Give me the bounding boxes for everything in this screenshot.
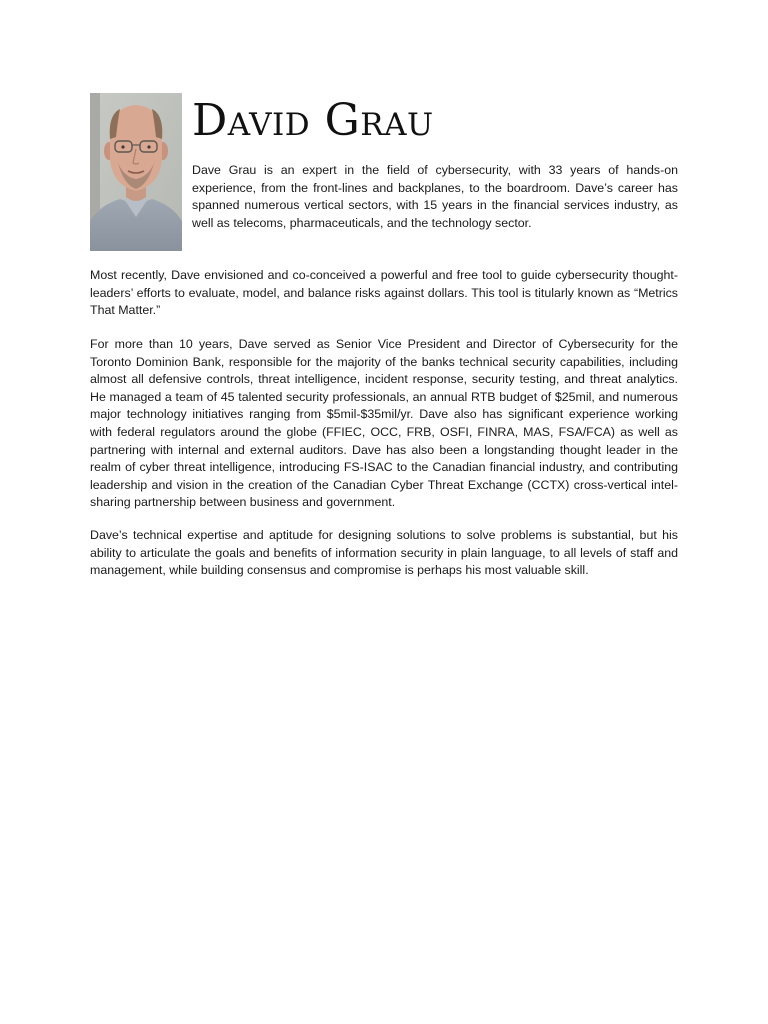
- profile-photo: [90, 93, 182, 251]
- portrait-image: [90, 93, 182, 251]
- page-title: David Grau: [192, 95, 434, 146]
- bio-paragraph-experience: For more than 10 years, Dave served as Senior Vice President and Director of Cybersecurity for the Toronto Dominion Bank, responsible for the majority of the banks technical security capabilities, including almost all defensive controls, threat intelligence, incident response, security testing, and threat analytics. He managed a team of 45 talented security professionals, an annual RTB budget of $25mil, and numerous major technology initiatives ranging from $5mil-$35mil/yr. Dave also has significant experience working with federal regulators around the globe (FFIEC, OCC, FRB, OSFI, FINRA, MAS, FSA/FCA) as well as partnering with internal and external auditors. Dave has also been a longstanding thought leader in the realm of cyber threat intelligence, introducing FS-ISAC to the Canadian financial industry, and contributing leadership and vision in the creation of the Canadian Cyber Threat Exchange (CCTX) cross-vertical intel-sharing partnership between business and government.: [90, 337, 678, 510]
- bio-paragraph-recent: Most recently, Dave envisioned and co-conceived a powerful and free tool to guide cybersecurity thought-leaders’ efforts to evaluate, model, and balance risks against dollars. This tool is titularly known as “Metrics That Matter.”: [90, 268, 678, 318]
- intro-paragraph: Dave Grau is an expert in the field of cybersecurity, with 33 years of hands-on experience, from the front-lines and backplanes, to the boardroom. Dave’s career has spanned numerous vertical sectors, with 15 years in the financial services industry, as well as telecoms, pharmaceuticals, and the technology sector.: [192, 163, 678, 230]
- bio-paragraph-skills: Dave’s technical expertise and aptitude for designing solutions to solve problems is substantial, but his ability to articulate the goals and benefits of information security in plain language, to all levels of staff and management, while building consensus and compromise is perhaps his most valuable skill.: [90, 528, 678, 578]
